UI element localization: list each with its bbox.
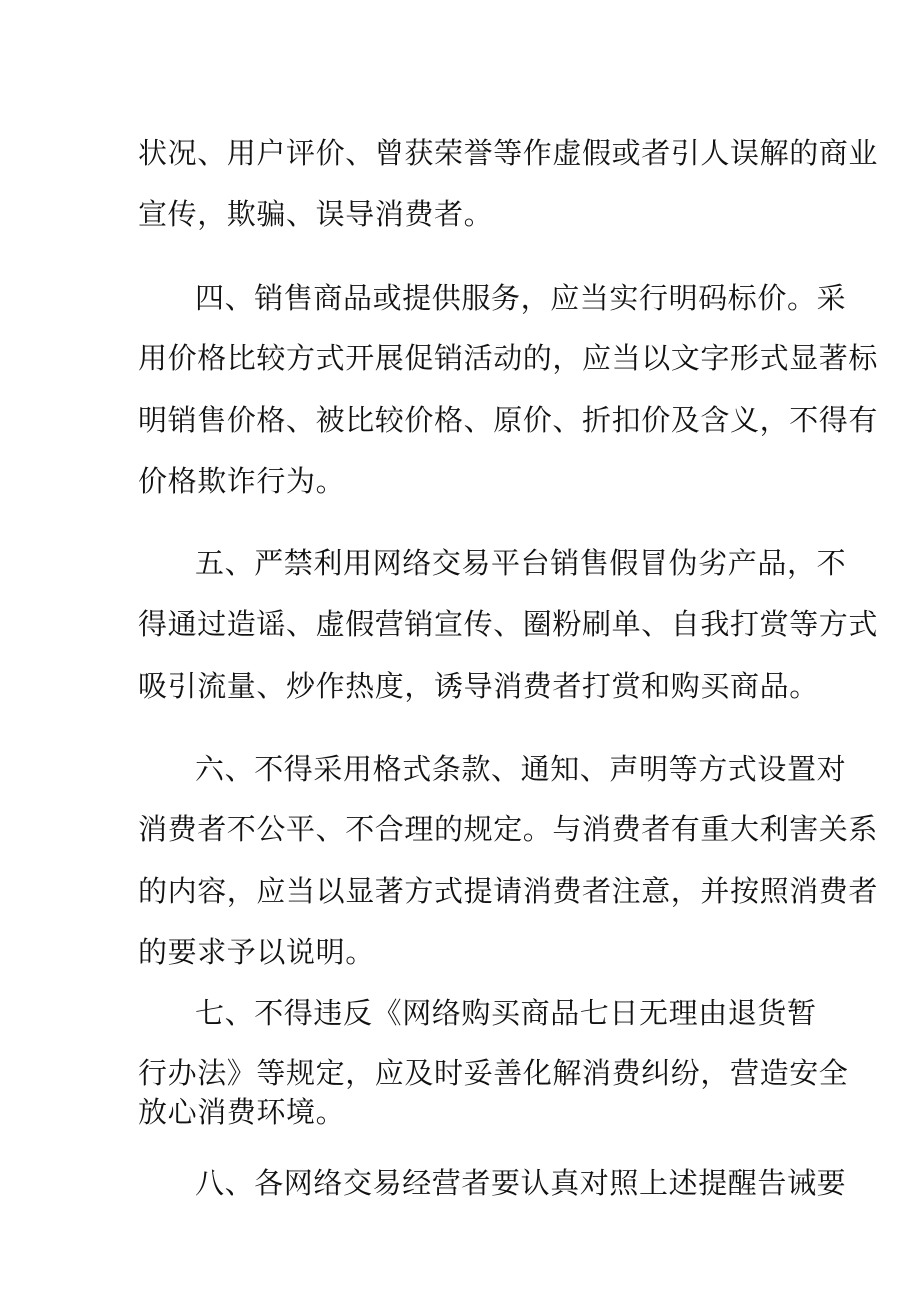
- text-line: 得通过造谣、虚假营销宣传、圈粉刷单、自我打赏等方式: [138, 607, 879, 641]
- paragraph-start-line: 八、各网络交易经营者要认真对照上述提醒告诫要: [195, 1166, 847, 1200]
- text-line: 行办法》等规定，应及时妥善化解消费纠纷，营造安全: [138, 1056, 849, 1090]
- text-line: 消费者不公平、不合理的规定。与消费者有重大利害关系: [138, 812, 879, 846]
- text-line: 放心消费环境。: [138, 1095, 346, 1129]
- text-line: 用价格比较方式开展促销活动的，应当以文字形式显著标: [138, 341, 879, 375]
- paragraph-start-line: 五、严禁利用网络交易平台销售假冒伪劣产品，不: [195, 546, 847, 580]
- paragraph-start-line: 四、销售商品或提供服务，应当实行明码标价。采: [195, 281, 847, 315]
- text-line: 状况、用户评价、曾获荣誉等作虚假或者引人误解的商业: [138, 136, 879, 170]
- paragraph-start-line: 七、不得违反《网络购买商品七日无理由退货暂: [195, 996, 817, 1030]
- text-line: 价格欺诈行为。: [138, 464, 346, 498]
- text-line: 的要求予以说明。: [138, 935, 375, 969]
- text-line: 明销售价格、被比较价格、原价、折扣价及含义，不得有: [138, 403, 879, 437]
- text-line: 吸引流量、炒作热度，诱导消费者打赏和购买商品。: [138, 669, 819, 703]
- paragraph-start-line: 六、不得采用格式条款、通知、声明等方式设置对: [195, 752, 847, 786]
- text-line: 宣传，欺骗、误导消费者。: [138, 197, 494, 231]
- text-line: 的内容，应当以显著方式提请消费者注意，并按照消费者: [138, 874, 879, 908]
